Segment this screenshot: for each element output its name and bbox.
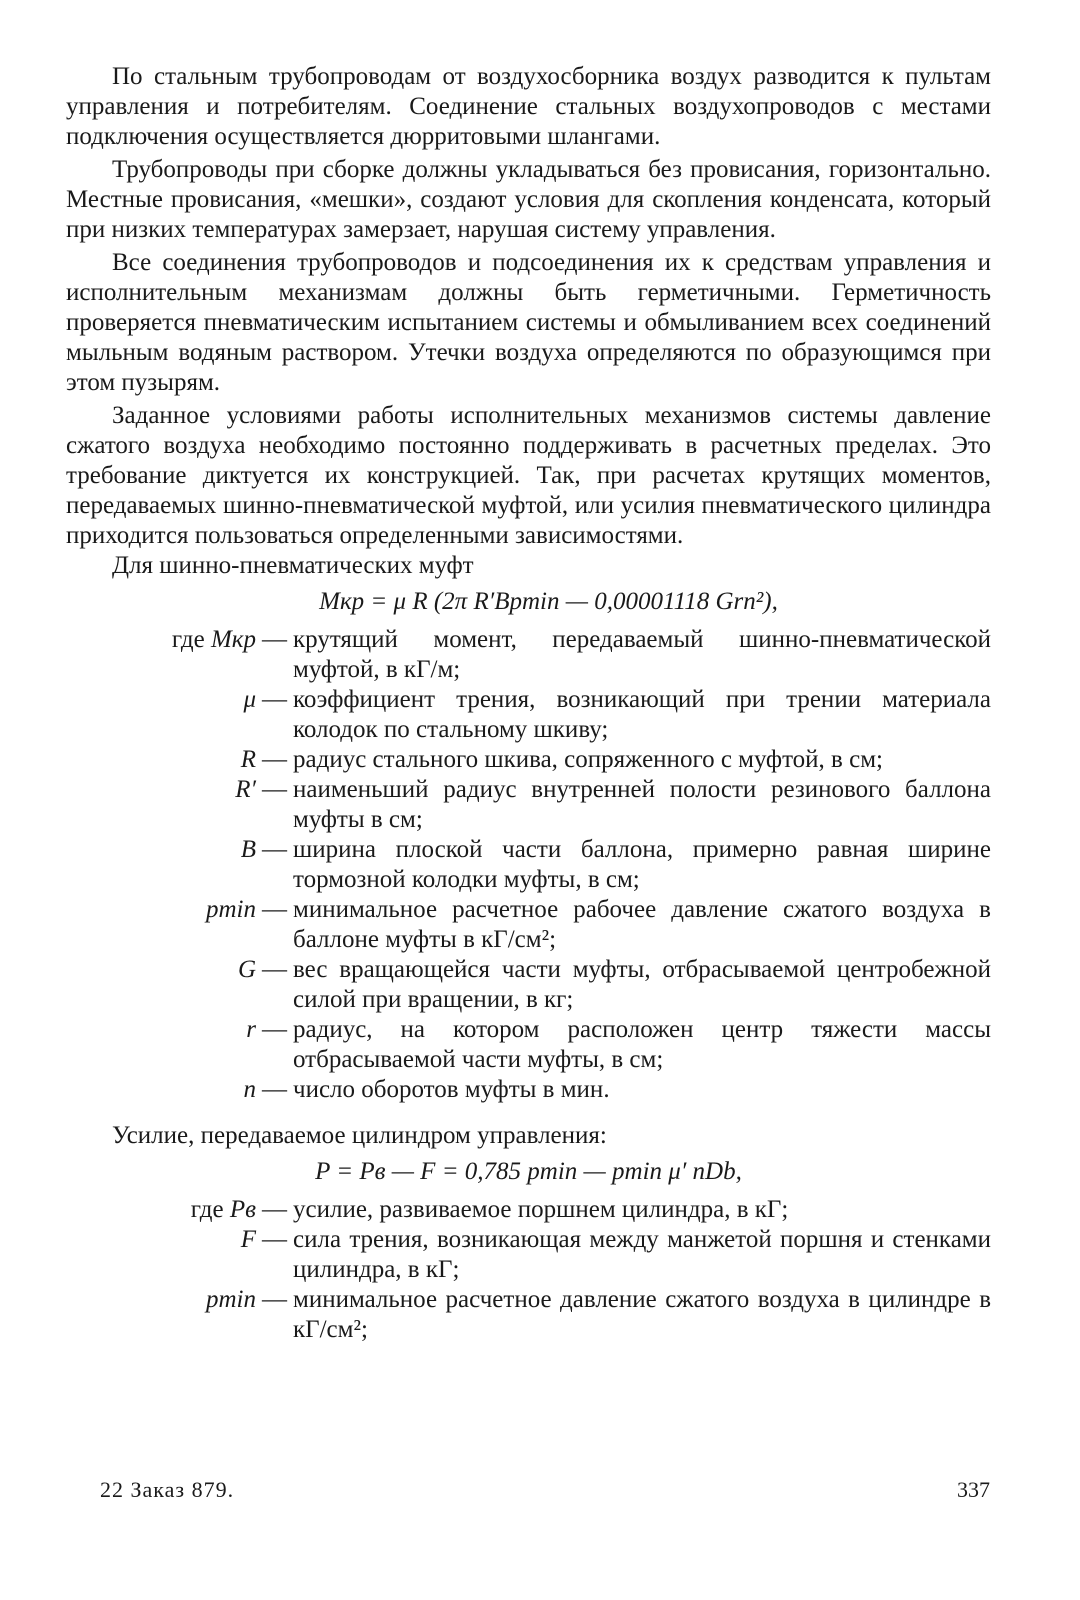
formula-torque: Mкр = μ R (2π R′Bpmin — 0,00001118 Grn²), bbox=[319, 588, 778, 615]
legend-symbol: F bbox=[240, 1226, 256, 1253]
legend-item: n — число оборотов муфты в мин. bbox=[66, 1075, 991, 1105]
legend-item: R — радиус стального шкива, сопряженного с муфтой, в см; bbox=[66, 745, 991, 775]
legend-description: минимальное расчетное давление сжатого воздуха в цилиндре в кГ/см²; bbox=[293, 1286, 991, 1343]
legend-item: pmin — минимальное расчетное давление сжатого воздуха в цилиндре в кГ/см²; bbox=[66, 1285, 991, 1345]
text-column bbox=[66, 62, 991, 1345]
legend-description: сила трения, возникающая между манжетой поршня и стенками цилиндра, в кГ; bbox=[293, 1226, 991, 1283]
legend-symbol: где Pв bbox=[190, 1196, 256, 1223]
legend-item: где Mкр — крутящий момент, передаваемый шинно-пневматической муфтой, в кГ/м; bbox=[66, 625, 991, 685]
legend-item: pmin — минимальное расчетное рабочее давление сжатого воздуха в баллоне муфты в кГ/см²; bbox=[66, 895, 991, 955]
legend-item: R′ — наименьший радиус внутренней полости резинового баллона муфты в см; bbox=[66, 775, 991, 835]
legend-item: B — ширина плоской части баллона, примерно равная ширине тормозной колодки муфты, в см; bbox=[66, 835, 991, 895]
legend-symbol: B bbox=[240, 836, 256, 863]
paragraph-3: Все соединения трубопроводов и подсоединения их к средствам управления и исполнительным механизмам должны быть герметичными. Герметичность проверяется пневматическим испытанием системы и обмыливанием всех соединений мыльным водяным раствором. Утечки воздуха определяются по образующимся при этом пузырям. bbox=[66, 249, 991, 396]
paragraph-4: Заданное условиями работы исполнительных механизмов системы давление сжатого воздуха необходимо постоянно поддерживать в расчетных пределах. Это требование диктуется их конструкцией. Так, при расчетах крутящих моментов, передаваемых шинно-пневматической муфтой, или усилия пневматического цилиндра приходится пользоваться определенными зависимостями. bbox=[66, 402, 991, 549]
legend-description: минимальное расчетное рабочее давление сжатого воздуха в баллоне муфты в кГ/см²; bbox=[293, 896, 991, 953]
legend-description: вес вращающейся части муфты, отбрасываемой центробежной силой при вращении, в кг; bbox=[293, 956, 991, 1013]
legend-symbol: R bbox=[240, 746, 256, 773]
muft-intro: Для шинно-пневматических муфт bbox=[112, 552, 474, 579]
legend-description: крутящий момент, передаваемый шинно-пневматической муфтой, в кГ/м; bbox=[293, 626, 991, 683]
legend-description: коэффициент трения, возникающий при трении материала колодок по стальному шкиву; bbox=[293, 686, 991, 743]
legend-description: ширина плоской части баллона, примерно равная ширине тормозной колодки муфты, в см; bbox=[293, 836, 991, 893]
legend-description: радиус стального шкива, сопряженного с муфтой, в см; bbox=[293, 746, 883, 773]
page-footer bbox=[100, 1475, 990, 1505]
legend-item: F — сила трения, возникающая между манжетой поршня и стенками цилиндра, в кГ; bbox=[66, 1225, 991, 1285]
legend-description: наименьший радиус внутренней полости резинового баллона муфты в см; bbox=[293, 776, 991, 833]
legend-item: где Pв — усилие, развиваемое поршнем цилиндра, в кГ; bbox=[66, 1195, 991, 1225]
legend-symbol: R′ bbox=[235, 776, 256, 803]
page-number: 337 bbox=[957, 1477, 990, 1502]
legend-description: число оборотов муфты в мин. bbox=[293, 1076, 610, 1103]
legend-description: радиус, на котором расположен центр тяжести массы отбрасываемой части муфты, в см; bbox=[293, 1016, 991, 1073]
legend-description: усилие, развиваемое поршнем цилиндра, в кГ; bbox=[293, 1196, 789, 1223]
cylinder-intro: Усилие, передаваемое цилиндром управления: bbox=[112, 1122, 607, 1149]
legend-symbol: где Mкр bbox=[171, 626, 256, 653]
legend-symbol: n bbox=[243, 1076, 256, 1103]
legend-item: G — вес вращающейся части муфты, отбрасываемой центробежной силой при вращении, в кг; bbox=[66, 955, 991, 1015]
legend-item: μ — коэффициент трения, возникающий при трении материала колодок по стальному шкиву; bbox=[66, 685, 991, 745]
legend-symbol: pmin bbox=[206, 1286, 256, 1313]
legend-force bbox=[66, 1195, 991, 1345]
paragraph-2: Трубопроводы при сборке должны укладываться без провисания, горизонтально. Местные провисания, «мешки», создают условия для скопления конденсата, который при низких температурах замерзает, нарушая систему управления. bbox=[66, 156, 991, 243]
legend-symbol: G bbox=[237, 956, 256, 983]
legend-torque bbox=[66, 625, 991, 1105]
print-order-note: 22 Заказ 879. bbox=[100, 1477, 235, 1502]
legend-symbol: r bbox=[246, 1016, 256, 1043]
legend-symbol: pmin bbox=[206, 896, 256, 923]
legend-item: r — радиус, на котором расположен центр тяжести массы отбрасываемой части муфты, в см; bbox=[66, 1015, 991, 1075]
paragraph-1: По стальным трубопроводам от воздухосборника воздух разводится к пультам управления и потребителям. Соединение стальных воздухопроводов с местами подключения осуществляется дюрритовыми шлангами. bbox=[66, 63, 991, 150]
formula-force: P = Pв — F = 0,785 pmin — pmin μ′ nDb, bbox=[315, 1158, 742, 1185]
legend-symbol: μ bbox=[243, 686, 256, 713]
